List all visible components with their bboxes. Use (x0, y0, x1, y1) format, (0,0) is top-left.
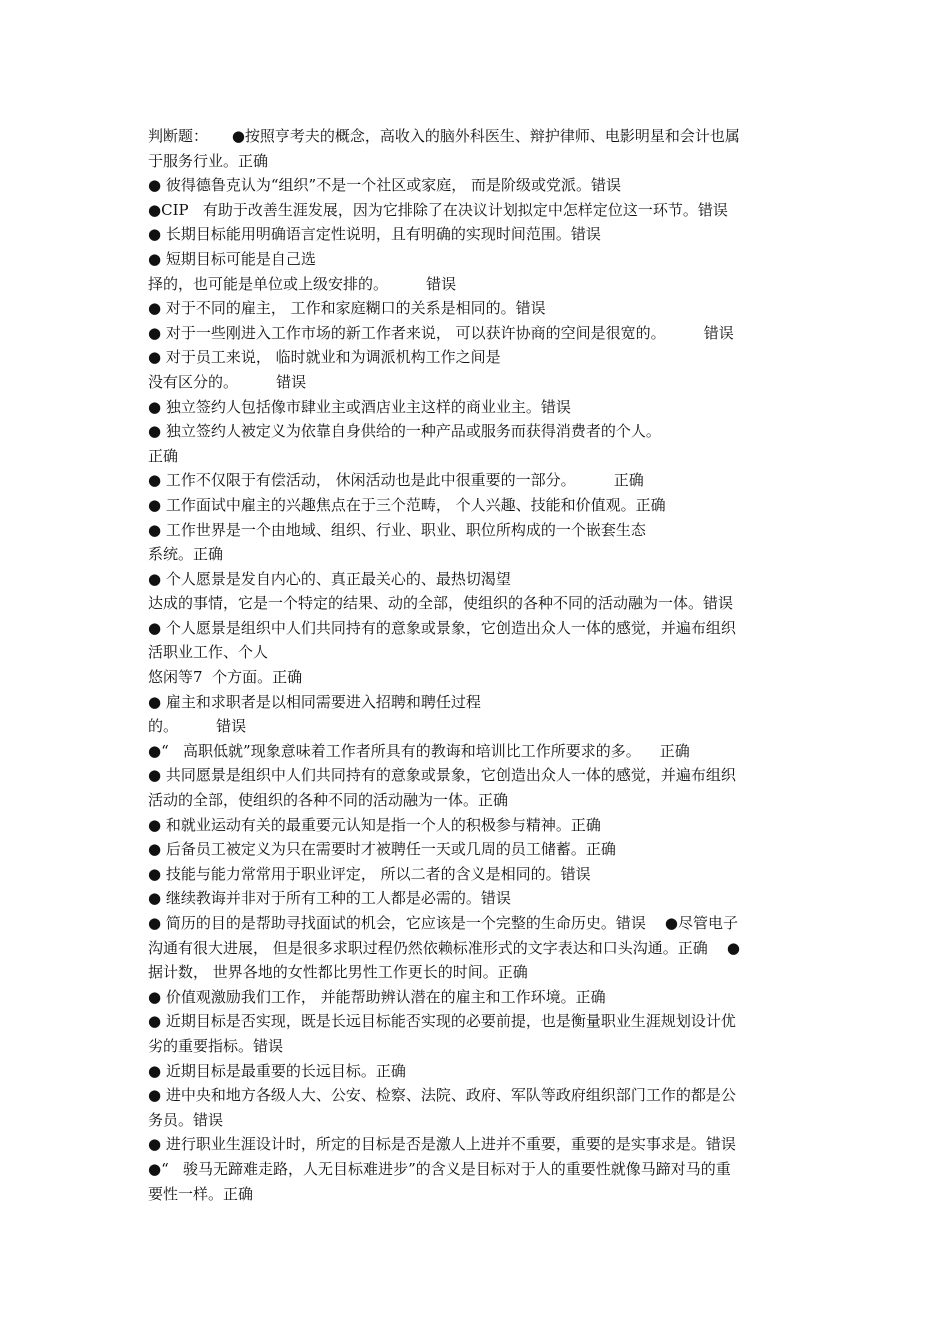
text-line: 沟通有很大进展， 但是很多求职过程仍然依赖标准形式的文字表达和口头沟通。正确 ● (148, 938, 740, 957)
text-line: ●“ 高职低就”现象意味着工作者所具有的教诲和培训比工作所要求的多。 正确 (148, 741, 690, 760)
text-line: ● 简历的目的是帮助寻找面试的机会，它应该是一个完整的生命历史。错误 ●尽管电子 (148, 914, 739, 932)
text-line: 劣的重要指标。错误 (148, 1036, 284, 1055)
text-line: 正确 (148, 446, 179, 465)
text-line: ● 工作面试中雇主的兴趣焦点在于三个范畴， 个人兴趣、技能和价值观。正确 (148, 495, 666, 514)
text-line: ● 短期目标可能是自己选 (148, 249, 316, 268)
text-line: 没有区分的。 错误 (148, 372, 307, 391)
text-line: 活动的全部，使组织的各种不同的活动融为一体。正确 (148, 791, 509, 810)
text-line: ● 独立签约人包括像市肆业主或酒店业主这样的商业业主。错误 (148, 397, 571, 416)
text-line: ● 对于一些刚进入工作市场的新工作者来说， 可以获许协商的空间是很宽的。 错误 (148, 323, 734, 342)
text-line: ●CIP 有助于改善生涯发展，因为它排除了在决议计划拟定中怎样定位这一环节。错误 (148, 200, 728, 219)
text-line: ● 工作世界是一个由地域、组织、行业、职业、职位所构成的一个嵌套生态 (148, 520, 646, 539)
text-line: ● 技能与能力常常用于职业评定， 所以二者的含义是相同的。错误 (148, 864, 591, 883)
text-line: ● 长期目标能用明确语言定性说明，且有明确的实现时间范围。错误 (148, 225, 601, 244)
text-line: ● 和就业运动有关的最重要元认知是指一个人的积极参与精神。正确 (148, 815, 601, 834)
text-line: 系统。正确 (148, 545, 224, 564)
text-line: ● 彼得德鲁克认为“组织”不是一个社区或家庭， 而是阶级或党派。错误 (148, 176, 621, 195)
text-line: 于服务行业。正确 (148, 151, 269, 170)
text-line: ● 个人愿景是组织中人们共同持有的意象或景象，它创造出众人一体的感觉，并遍布组织 (148, 618, 736, 637)
text-line: 的。 错误 (148, 717, 247, 736)
text-line: ● 工作不仅限于有偿活动， 休闲活动也是此中很重要的一部分。 正确 (148, 471, 644, 490)
text-line: 活职业工作、个人 (148, 643, 269, 662)
text-line: 据计数， 世界各地的女性都比男性工作更长的时间。正确 (148, 963, 528, 982)
text-line: ● 继续教诲并非对于所有工种的工人都是必需的。错误 (148, 889, 511, 908)
text-line: ● 进中央和地方各级人大、公安、检察、法院、政府、军队等政府组织部门工作的都是公 (148, 1086, 736, 1105)
text-line: ● 对于员工来说， 临时就业和为调派机构工作之间是 (148, 348, 501, 367)
text-line: ● 后备员工被定义为只在需要时才被聘任一天或几周的员工储蓄。正确 (148, 840, 616, 859)
text-line: ●“ 骏马无蹄难走路，人无目标难进步”的含义是目标对于人的重要性就像马蹄对马的重 (148, 1159, 731, 1178)
text-line: 判断题： ●按照亨考夫的概念，高收入的脑外科医生、辩护律师、电影明星和会计也属 (148, 127, 740, 145)
text-line: ● 共同愿景是组织中人们共同持有的意象或景象，它创造出众人一体的感觉，并遍布组织 (148, 766, 736, 785)
text-line: 择的，也可能是单位或上级安排的。 错误 (148, 274, 457, 293)
text-line: ● 价值观激励我们工作， 并能帮助辨认潜在的雇主和工作环境。正确 (148, 987, 606, 1006)
text-line: ● 近期目标是否实现，既是长远目标能否实现的必要前提，也是衡量职业生涯规划设计优 (148, 1012, 736, 1031)
document-body (148, 124, 808, 1206)
text-line: ● 个人愿景是发自内心的、真正最关心的、最热切渴望 (148, 569, 511, 588)
text-line: 达成的事情，它是一个特定的结果、动的全部，使组织的各种不同的活动融为一体。错误 (148, 594, 734, 613)
text-line: ● 雇主和求职者是以相同需要进入招聘和聘任过程 (148, 692, 481, 711)
text-line: ● 进行职业生涯设计时，所定的目标是否是激人上进并不重要，重要的是实事求是。错误 (148, 1135, 736, 1154)
text-line: ● 近期目标是最重要的长远目标。正确 (148, 1061, 406, 1080)
text-line: ● 独立签约人被定义为依靠自身供给的一种产品或服务而获得消费者的个人。 (148, 422, 661, 441)
text-line: 要性一样。正确 (148, 1184, 254, 1203)
text-line: 务员。错误 (148, 1110, 224, 1129)
text-line: 悠闲等7 个方面。正确 (148, 668, 303, 687)
text-line: ● 对于不同的雇主， 工作和家庭糊口的关系是相同的。错误 (148, 299, 546, 318)
